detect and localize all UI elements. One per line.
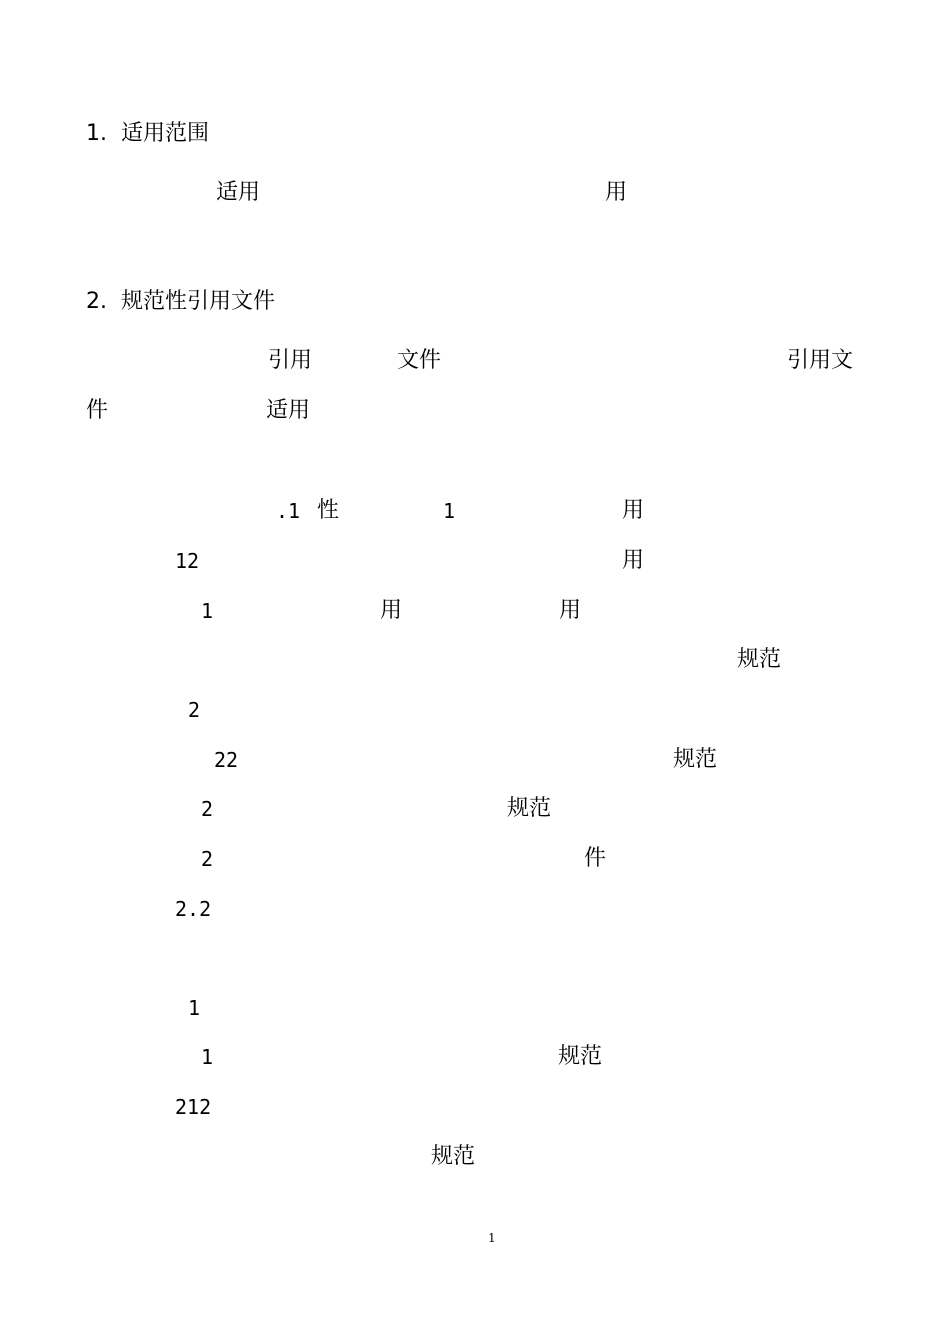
item-text-fragment: 规范 <box>673 747 718 772</box>
item-text-fragment: 1 <box>188 996 201 1020</box>
section-2-text-fragment: 引用文 <box>787 348 854 373</box>
item-text-fragment: 212 <box>175 1095 212 1119</box>
section-1-text-fragment: 用 <box>605 180 628 205</box>
item-text-fragment: 2 <box>201 847 214 871</box>
section-2-text-fragment: 适用 <box>266 398 311 423</box>
item-text-fragment: 用 <box>622 548 645 573</box>
item-text-fragment: 22 <box>214 748 239 772</box>
item-text-fragment: 规范 <box>507 796 552 821</box>
item-text-fragment: 1 <box>201 599 214 623</box>
section-2-text-fragment: 文件 <box>397 348 442 373</box>
page-number: 1 <box>488 1231 496 1245</box>
item-text-fragment: 性 <box>317 498 340 523</box>
section-1-text-fragment: 适用 <box>216 180 261 205</box>
item-text-fragment: 规范 <box>558 1044 603 1069</box>
item-text-fragment: .1 <box>276 499 301 523</box>
item-text-fragment: 规范 <box>737 647 782 672</box>
item-text-fragment: 用 <box>622 498 645 523</box>
item-text-fragment: 用 <box>380 598 403 623</box>
section-2-text-fragment: 引用 <box>268 348 313 373</box>
item-text-fragment: 1 <box>443 499 456 523</box>
item-text-fragment: 1 <box>201 1045 214 1069</box>
section-2-text-fragment: 件 <box>86 398 109 423</box>
section-1-heading: 1. 适用范围 <box>86 121 209 146</box>
item-text-fragment: 规范 <box>431 1144 476 1169</box>
item-text-fragment: 2 <box>188 698 201 722</box>
item-text-fragment: 件 <box>584 846 607 871</box>
item-text-fragment: 2.2 <box>175 897 212 921</box>
item-text-fragment: 12 <box>175 549 200 573</box>
item-text-fragment: 2 <box>201 797 214 821</box>
item-text-fragment: 用 <box>559 598 582 623</box>
section-2-heading: 2. 规范性引用文件 <box>86 289 275 314</box>
